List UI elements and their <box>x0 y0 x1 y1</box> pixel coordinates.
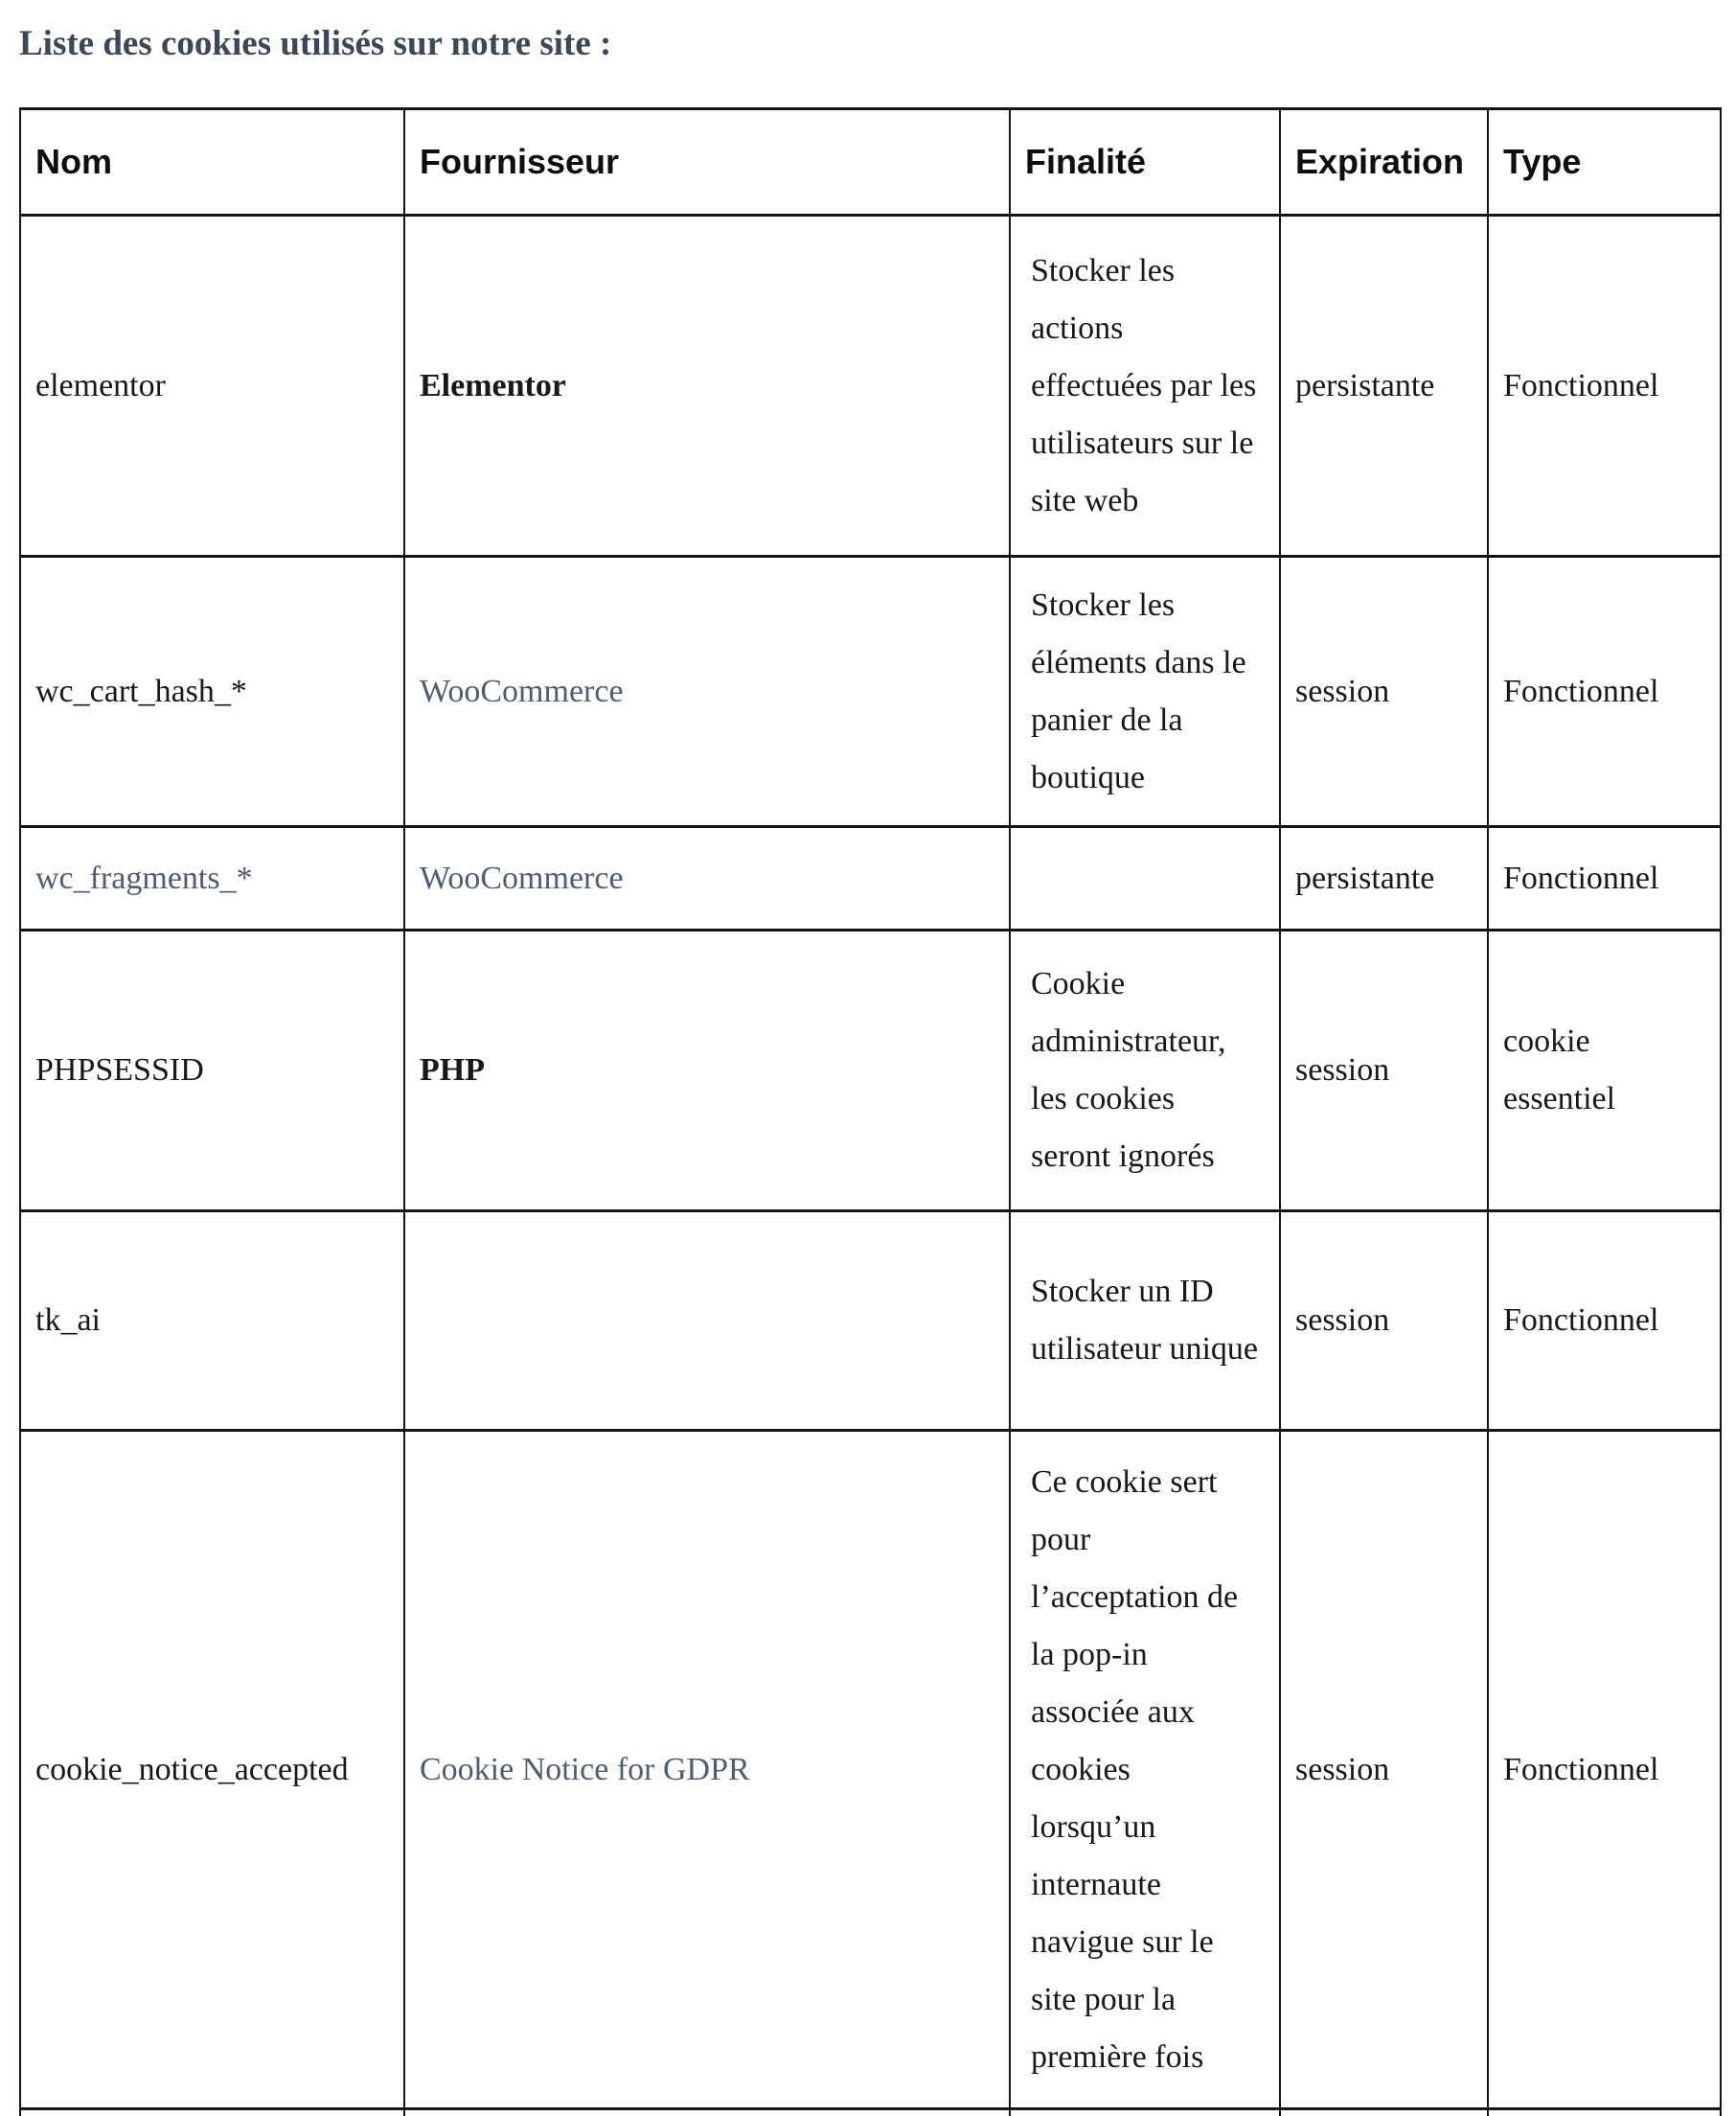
empty-cell <box>1488 2109 1721 2116</box>
provider-cell-text: PHP <box>420 1052 485 1088</box>
cookie-row-wc_cart_hash_* <box>20 557 1721 827</box>
table-header <box>20 109 1721 216</box>
expiration-cell: session <box>1280 557 1488 827</box>
cookie-name-cell <box>20 931 404 1211</box>
purpose-cell <box>1010 827 1280 931</box>
provider-cell-link[interactable]: WooCommerce <box>420 673 624 709</box>
expiration-cell: session <box>1280 931 1488 1211</box>
cookie-row-tk_ai <box>20 1211 1721 1431</box>
column-header-fournisseur: Fournisseur <box>404 109 1010 216</box>
provider-cell <box>404 827 1010 931</box>
empty-cell <box>20 2109 404 2116</box>
cookie-name-cell-text: wc_cart_hash_* <box>35 673 247 709</box>
cookie-name-cell <box>20 1431 404 2109</box>
provider-cell <box>404 1431 1010 2109</box>
cookie-name-cell <box>20 557 404 827</box>
purpose-cell: Stocker un ID utilisateur unique <box>1010 1211 1280 1431</box>
column-header-finalite: Finalité <box>1010 109 1280 216</box>
provider-cell-text: Elementor <box>420 367 566 403</box>
empty-cell <box>404 2109 1010 2116</box>
cookie-name-cell <box>20 1211 404 1431</box>
provider-cell <box>404 557 1010 827</box>
type-cell: Fonctionnel <box>1488 557 1721 827</box>
purpose-cell: Stocker les actions effectuées par les utilisateurs sur le site web <box>1010 216 1280 557</box>
cookies-table <box>19 107 1722 2116</box>
empty-cell <box>1280 2109 1488 2116</box>
cookie-name-cell-text: elementor <box>35 367 166 403</box>
page-title: Liste des cookies utilisés sur notre site : <box>19 24 612 63</box>
cookie-name-cell <box>20 216 404 557</box>
type-cell: Fonctionnel <box>1488 827 1721 931</box>
column-header-expiration: Expiration <box>1280 109 1488 216</box>
column-header-type: Type <box>1488 109 1721 216</box>
cookie-name-cell-text: cookie_notice_accepted <box>35 1751 349 1787</box>
cookie-row-elementor <box>20 216 1721 557</box>
table-body <box>20 216 1721 2116</box>
partial-cookie-row <box>20 2109 1721 2116</box>
column-header-nom: Nom <box>20 109 404 216</box>
type-cell: Fonctionnel <box>1488 1431 1721 2109</box>
purpose-cell: Ce cookie sert pour l’acceptation de la pop-in associée aux cookies lorsqu’un internaute navigue sur le site pour la première fois <box>1010 1431 1280 2109</box>
type-cell: cookie essentiel <box>1488 931 1721 1211</box>
provider-cell <box>404 1211 1010 1431</box>
cookie-row-wc_fragments_* <box>20 827 1721 931</box>
provider-cell <box>404 931 1010 1211</box>
expiration-cell: session <box>1280 1211 1488 1431</box>
type-cell: Fonctionnel <box>1488 216 1721 557</box>
cookie-row-PHPSESSID <box>20 931 1721 1211</box>
provider-cell <box>404 216 1010 557</box>
cookie-name-cell-link[interactable]: wc_fragments_* <box>35 860 253 896</box>
table-header-row <box>20 109 1721 216</box>
type-cell: Fonctionnel <box>1488 1211 1721 1431</box>
cookie-row-cookie_notice_accepted <box>20 1431 1721 2109</box>
provider-cell-link[interactable]: Cookie Notice for GDPR <box>420 1751 750 1787</box>
cookie-name-cell <box>20 827 404 931</box>
cookie-name-cell-text: tk_ai <box>35 1302 101 1338</box>
expiration-cell: persistante <box>1280 216 1488 557</box>
expiration-cell: session <box>1280 1431 1488 2109</box>
expiration-cell: persistante <box>1280 827 1488 931</box>
provider-cell-link[interactable]: WooCommerce <box>420 860 624 896</box>
cookie-name-cell-text: PHPSESSID <box>35 1052 204 1088</box>
purpose-cell: Cookie administrateur, les cookies seront ignorés <box>1010 931 1280 1211</box>
purpose-cell: Stocker les éléments dans le panier de la boutique <box>1010 557 1280 827</box>
empty-cell <box>1010 2109 1280 2116</box>
